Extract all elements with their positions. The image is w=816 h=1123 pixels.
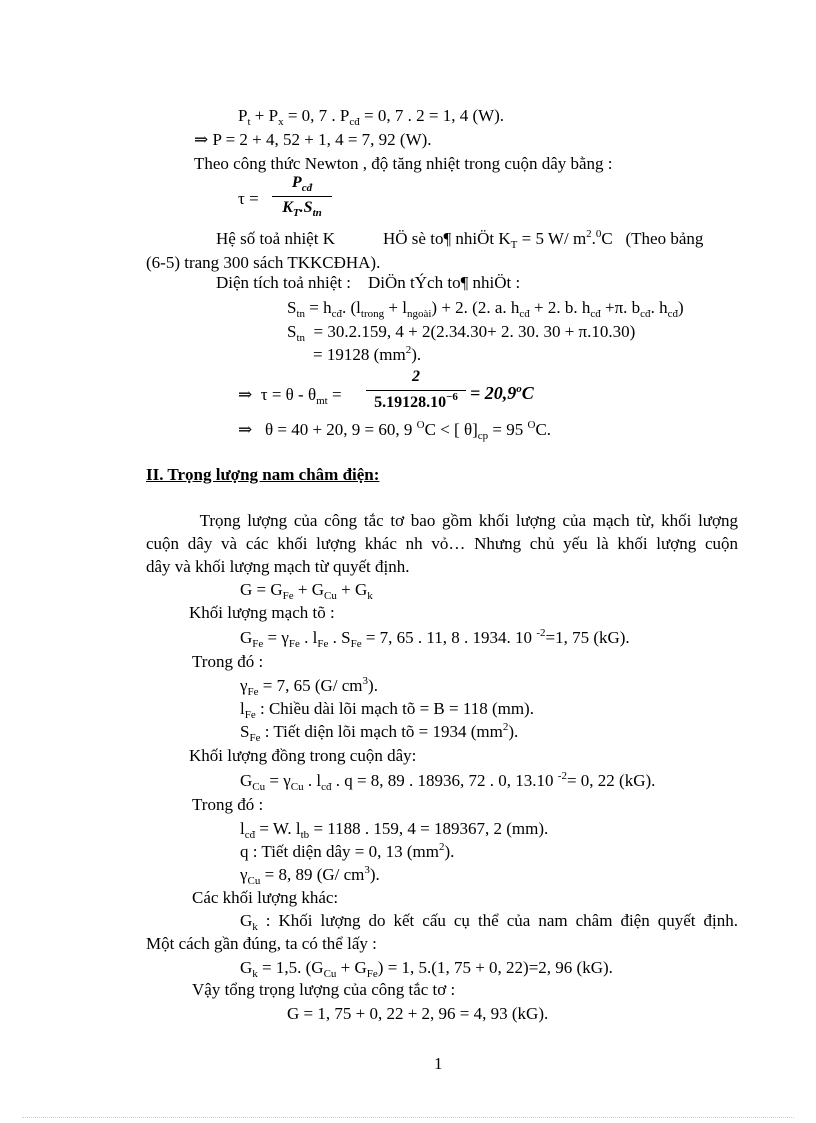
total-weight-label: Vậy tổng trọng lượng của công tắc tơ : [192, 980, 456, 999]
weight-formula: $G = G_{Fe} + G_{Cu} + G_k$ [240, 580, 373, 602]
core-mass-label: Khối lượng mạch tõ : [189, 603, 335, 622]
total-power-line: ⇒ P = 2 + 4, 52 + 1, 4 = 7, 92 (W). [194, 130, 432, 149]
surface-area-calc: $S_{tn} = 30.2.159$, 4 + 2(2.34.30+ 2. 30. 30 + π.10.30) [287, 322, 636, 344]
section-heading: II. Trọng lượng nam châm điện: [146, 465, 380, 484]
heat-coefficient-value: HÖ sè to¶ nhiÖt $K_T = 5$ W/ $m^2.^0C$ (Theo bảng [383, 228, 704, 251]
tau-fraction: $P_{cđ}$ $K_T.S_{tn}$ [270, 172, 334, 224]
surface-area-result: = 19128 $(mm^2)$. [313, 344, 422, 364]
total-weight-calc: G = 1, 75 + 0, 22 + 2, 96 = 4, 93 (kG). [287, 1004, 549, 1023]
where-label-1: Trong đó : [192, 652, 264, 671]
wire-area: q : Tiết diện dây = 0, 13 $(mm^2)$. [240, 841, 455, 861]
paragraph-line-1: Trọng lượng của công tắc tơ bao gồm khối lượng của mạch từ, khối lượng [199, 511, 738, 530]
core-length: $l_{Fe}$ : Chiều dài lõi mạch tõ = B = 118 (mm). [240, 699, 534, 721]
copper-mass-label: Khối lượng đồng trong cuộn dây: [189, 746, 417, 765]
power-loss-line: $P_t + P_x = 0$, 7 . $P_{cđ} = 0$, 7 . 2 = 1, 4 (W). [238, 106, 505, 128]
surface-area-label: Diện tích toả nhiệt : DiÖn tÝch to¶ nhiÖt : [216, 273, 521, 292]
paragraph-line-2: cuộn dây và các khối lượng khác nh vỏ… Nhưng chủ yếu là khối lượng cuộn [146, 534, 738, 553]
core-area: $S_{Fe}$ : Tiết diện lõi mạch tõ = 1934 $(mm^2)$. [240, 721, 519, 744]
density-cu: $\gamma_{Cu} = 8$, 89 (G/ $cm^3$). [240, 864, 380, 887]
page-bottom-border [22, 1117, 794, 1118]
surface-area-formula: $S_{tn} = h_{cđ}$. $(l_{trong} + l_{ngoài}) + 2$. (2. a. $h_{cđ} + 2$. b. $h_{cđ} +\pi$. $b_{cđ}$. $h_{cđ}$) [287, 298, 684, 320]
approx-line: Một cách gần đúng, ta có thể lấy : [146, 934, 377, 953]
reference-line: (6-5) trang 300 sách TKKCĐHA). [146, 253, 381, 272]
temp-rise-prefix: ⇒ $\tau = \theta - \theta_{mt}$ = [238, 385, 342, 407]
page-number: 1 [434, 1054, 443, 1073]
temp-final-line: ⇒ θ = 40 + 20, 9 = 60, 9 $^O$C < [ $\theta]_{cp} = 95$ $^O$C. [238, 419, 552, 442]
core-mass-calc: $G_{Fe} = \gamma_{Fe}$ . $l_{Fe}$ . $S_{Fe} = 7$, 65 . 11, 8 . 1934. 10 $^{-2}$=1, 75 (kG). [240, 627, 630, 650]
other-mass-label: Các khối lượng khác: [192, 888, 339, 907]
temp-rise-fraction: 2 $5.19128.10^{-6}$ [364, 366, 468, 418]
where-label-2: Trong đó : [192, 795, 264, 814]
other-mass-desc: $G_k$ : Khối lượng do kết cấu cụ thể của nam châm điện quyết định. [240, 911, 738, 933]
other-mass-calc: $G_k = 1,5$. $(G_{Cu} + G_{Fe}) = 1$, 5.(1, 75 + 0, 22)=2, 96 (kG). [240, 958, 613, 980]
density-fe: $\gamma_{Fe} = 7$, 65 (G/ $cm^3$). [240, 675, 378, 698]
newton-formula-intro: Theo công thức Newton , độ tăng nhiệt trong cuộn dây bằng : [194, 154, 613, 173]
tau-equals: τ = [238, 189, 259, 208]
temp-rise-result: = $20,9^oC$ [470, 383, 534, 403]
heat-coefficient-label: Hệ số toả nhiệt K [216, 229, 335, 248]
wire-length: $l_{cđ} = W$. $l_{tb} = 1188$ . 159, 4 = 189367, 2 (mm). [240, 819, 549, 841]
copper-mass-calc: $G_{Cu} = \gamma_{Cu}$ . $l_{cđ}$ . q = 8, 89 . 18936, 72 . 0, 13.10 $^{-2}$= 0, 22 (kG). [240, 770, 656, 793]
paragraph-line-3: dây và khối lượng mạch từ quyết định. [146, 557, 410, 576]
